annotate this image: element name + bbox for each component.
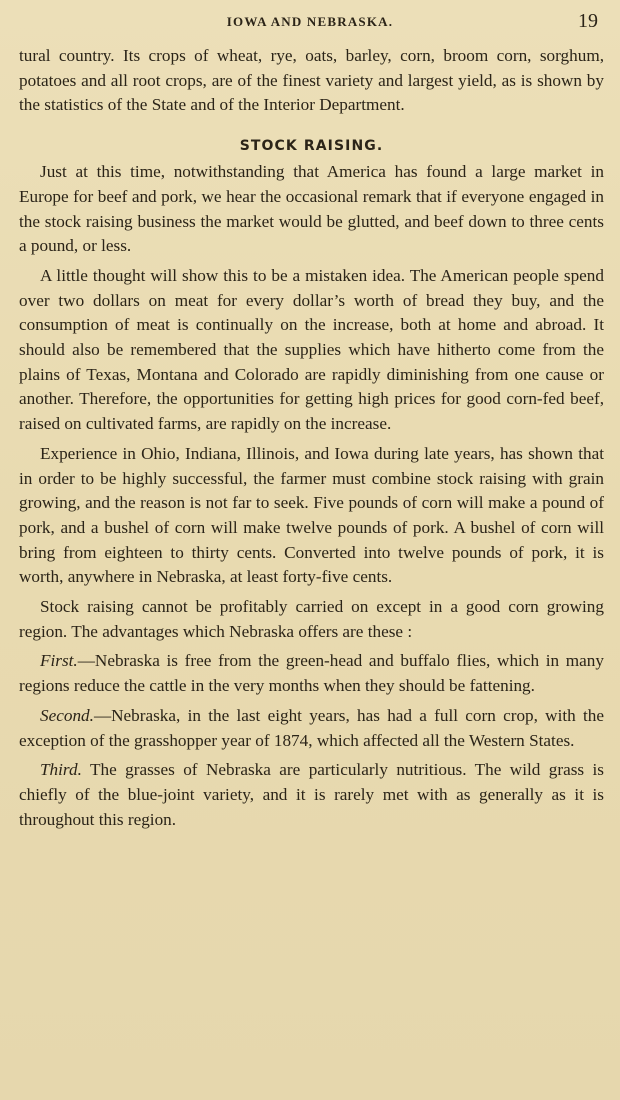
running-head — [0, 10, 620, 34]
paragraph-first-advantage — [19, 649, 604, 698]
paragraph-advantages: Stock raising cannot be profitably carried on except in a good corn growing region. The advantages which Nebraska offers are these : — [19, 597, 604, 641]
section-heading: STOCK RAISING. — [239, 138, 384, 155]
paragraph-mistaken-idea: A little thought will show this to be a mistaken idea. The American people spend over two dollars on meat for every dollar’s worth of bread they buy, and the consumption of meat is continually on the increase, both at home and abroad. It should also be remembered that the supplies which have hitherto come from the plains of Texas, Montana and Colorado are rapidly diminishing from one cause or another. Therefore, the opportunities for getting high prices for good corn-fed beef, raised on cultivated farms, are rapidly on the increase. — [19, 265, 604, 434]
second-label: Second. — [40, 705, 94, 725]
page-body — [19, 44, 604, 837]
first-label: First. — [40, 651, 78, 671]
paragraph-second-advantage — [19, 704, 604, 753]
third-label: Third. — [40, 760, 82, 780]
second-text: —Nebraska, in the last eight years, has had a full corn crop, with the exception of the grasshopper year of 1874, which affected all the Western States. — [19, 705, 604, 750]
first-text: —Nebraska is free from the green-head and buffalo flies, which in many regions reduce the cattle in the very months when they should be fattening. — [19, 651, 604, 696]
running-title: IOWA AND NEBRASKA. — [226, 14, 394, 29]
paragraph-continuation: tural country. Its crops of wheat, rye, oats, barley, corn, broom corn, sorghum, potatoes and all root crops, are of the finest variety and largest yield, as is shown by the statistics of the State and of the Interior Department. — [19, 46, 604, 115]
third-text: The grasses of Nebraska are particularly nutritious. The wild grass is chiefly of the blue-joint variety, and it is rarely met with as generally as it is throughout this region. — [19, 760, 604, 829]
paragraph-third-advantage — [19, 758, 604, 832]
paragraph-market: Just at this time, notwithstanding that America has found a large market in Europe for beef and pork, we hear the occasional remark that if everyone engaged in the stock raising business the market would be glutted, and beef down to three cents a pound, or less. — [19, 162, 604, 256]
paragraph-experience: Experience in Ohio, Indiana, Illinois, and Iowa during late years, has shown that in order to be highly successful, the farmer must combine stock raising with grain growing, and the reason is not far to seek. Five pounds of corn will make a pound of pork, and a bushel of corn will make twelve pounds of pork. A bushel of corn will bring from eighteen to thirty cents. Converted into twelve pounds of pork, it is worth, anywhere in Nebraska, at least forty-five cents. — [19, 443, 604, 587]
page-number: 19 — [578, 10, 598, 32]
